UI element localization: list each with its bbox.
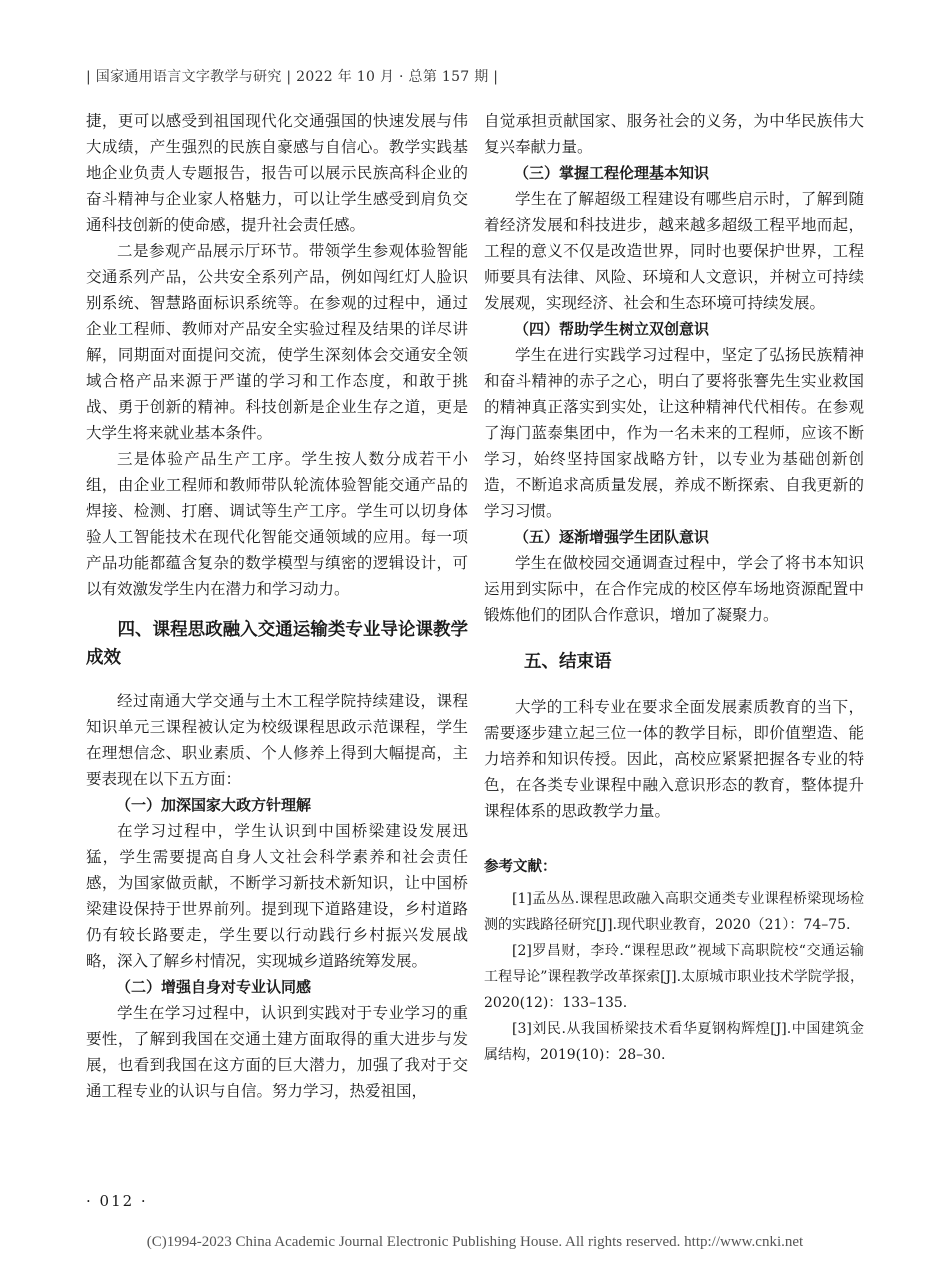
paragraph-exhibition-hall: 二是参观产品展示厅环节。带领学生参观体验智能交通系列产品，公共安全系列产品，例如闯红灯人脸识别系统、智慧路面标识系统等。在参观的过程中，通过企业工程师、教师对产品安全实验过程及结果的详尽讲解，同期面对面提问交流，使学生深刻体会交通安全领域合格产品来源于严谨的学习和工作态度，和敢于挑战、勇于创新的精神。科技创新是企业生存之道，更是大学生将来就业基本条件。 (86, 242, 468, 442)
reference-item: [2]罗昌财，李玲.“课程思政”视域下高职院校“交通运输工程导论”课程教学改革探索[J].太原城市职业技术学院学报，2020(12)：133–135. (484, 943, 864, 1011)
subheading-3: （三）掌握工程伦理基本知识 (514, 164, 710, 182)
right-column (484, 108, 864, 1068)
page-number: · 012 · (86, 1192, 148, 1210)
section-5-heading: 五、结束语 (524, 652, 612, 672)
subheading-4: （四）帮助学生树立双创意识 (514, 320, 710, 338)
subheading-5: （五）逐渐增强学生团队意识 (514, 528, 710, 546)
subheading-2: （二）增强自身对专业认同感 (116, 978, 312, 996)
reference-item: [3]刘民.从我国桥梁技术看华夏钢构辉煌[J].中国建筑金属结构，2019(10)：28–30. (484, 1021, 864, 1063)
paragraph-production-process: 三是体验产品生产工序。学生按人数分成若干小组，由企业工程师和教师带队轮流体验智能交通产品的焊接、检测、打磨、调试等生产工序。学生可以切身体验人工智能技术在现代化智能交通领域的应用。每一项产品功能都蕴含复杂的数学模型与缜密的逻辑设计，可以有效激发学生内在潜力和学习动力。 (86, 450, 468, 598)
reference-item: [1]孟丛丛.课程思政融入高职交通类专业课程桥梁现场检测的实践路径研究[J].现代职业教育，2020（21）：74–75. (484, 891, 864, 933)
left-column (86, 108, 468, 1104)
subheading-1: （一）加深国家大政方针理解 (116, 796, 312, 814)
paragraph-subheading-4: 学生在进行实践学习过程中，坚定了弘扬民族精神和奋斗精神的赤子之心，明白了要将张謇先生实业救国的精神真正落实到实处，让这种精神代代相传。在参观了海门蓝泰集团中，作为一名未来的工程师，应该不断学习，始终坚持国家战略方针，以专业为基础创新创造，不断追求高质量发展，养成不断探索、自我更新的学习习惯。 (484, 346, 864, 520)
paragraph-continued: 捷，更可以感受到祖国现代化交通强国的快速发展与伟大成绩，产生强烈的民族自豪感与自信心。教学实践基地企业负责人专题报告，报告可以展示民族高科企业的奋斗精神与企业家人格魅力，可以让学生感受到肩负交通科技创新的使命感，提升社会责任感。 (86, 112, 468, 234)
paragraph-continued-right: 自觉承担贡献国家、服务社会的义务，为中华民族伟大复兴奉献力量。 (484, 112, 864, 156)
section-4-heading: 四、课程思政融入交通运输类专业导论课教学成效 (86, 620, 468, 668)
paragraph-subheading-5: 学生在做校园交通调查过程中，学会了将书本知识运用到实际中，在合作完成的校区停车场地资源配置中锻炼他们的团队合作意识，增加了凝聚力。 (484, 554, 864, 624)
running-header: | 国家通用语言文字教学与研究 | 2022 年 10 月 · 总第 157 期 | (86, 69, 499, 85)
copyright-footer: (C)1994-2023 China Academic Journal Electronic Publishing House. All rights reserved. http://www.cnki.net (146, 1234, 804, 1250)
paragraph-subheading-2: 学生在学习过程中，认识到实践对于专业学习的重要性，了解到我国在交通土建方面取得的重大进步与发展，也看到我国在这方面的巨大潜力，加强了我对于交通工程专业的认识与自信。努力学习，热爱祖国， (86, 1004, 468, 1100)
paragraph-subheading-1: 在学习过程中，学生认识到中国桥梁建设发展迅猛，学生需要提高自身人文社会科学素养和社会责任感，为国家做贡献，不断学习新技术新知识，让中国桥梁建设保持于世界前列。提到现下道路建设，乡村道路仍有较长路要走，学生要以行动践行乡村振兴发展战略，深入了解乡村情况，实现城乡道路统筹发展。 (86, 822, 468, 970)
references-heading: 参考文献： (484, 859, 557, 875)
paragraph-section-4-intro: 经过南通大学交通与土木工程学院持续建设，课程知识单元三课程被认定为校级课程思政示范课程，学生在理想信念、职业素质、个人修养上得到大幅提高，主要表现在以下五方面： (86, 692, 468, 788)
paragraph-conclusion: 大学的工科专业在要求全面发展素质教育的当下，需要逐步建立起三位一体的教学目标，即价值塑造、能力培养和知识传授。因此，高校应紧紧把握各专业的特色，在各类专业课程中融入意识形态的教育，整体提升课程体系的思政教学力量。 (484, 698, 864, 820)
paragraph-subheading-3: 学生在了解超级工程建设有哪些启示时，了解到随着经济发展和科技进步，越来越多超级工程平地而起，工程的意义不仅是改造世界，同时也要保护世界，工程师要具有法律、风险、环境和人文意识，并树立可持续发展观，实现经济、社会和生态环境可持续发展。 (484, 190, 864, 312)
